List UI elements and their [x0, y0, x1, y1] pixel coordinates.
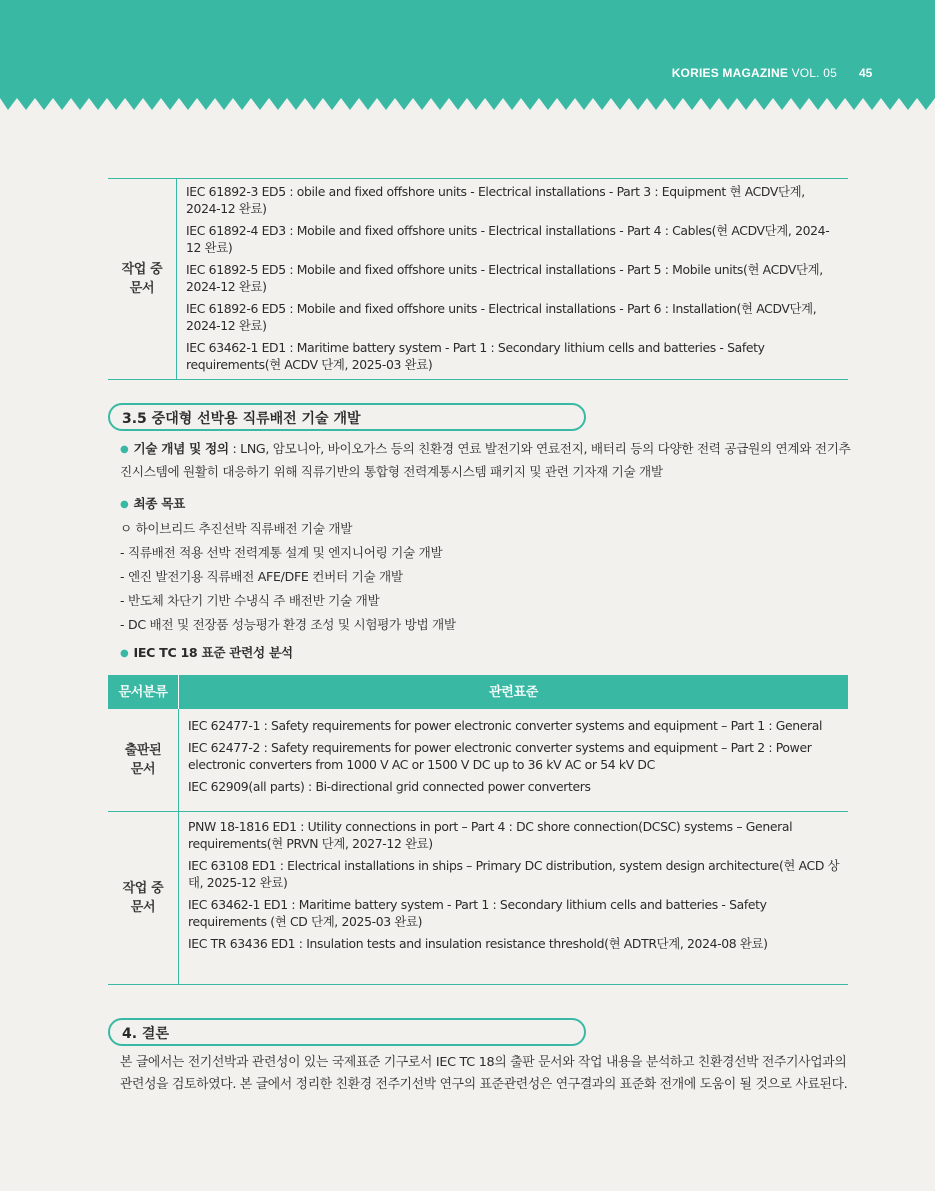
- standard-item: IEC 61892-5 ED5 : Mobile and fixed offshore units - Electrical installations - Part 5 : Mobile units(현 ACDV단계, 2024-12 완료): [186, 262, 823, 294]
- standard-item: IEC 61892-6 ED5 : Mobile and fixed offshore units - Electrical installations - Part 6 : Installation(현 ACDV단계, 2024-12 완료): [186, 301, 817, 333]
- goal-heading: [120, 493, 855, 516]
- iec-tc18-standards-table: [108, 675, 848, 985]
- standards-cell: [179, 709, 849, 812]
- standard-item: IEC 62477-1 : Safety requirements for power electronic converter systems and equipment – Part 1 : General: [188, 718, 823, 733]
- bullet-icon: ●: [120, 444, 129, 455]
- magazine-name: KORIES MAGAZINE: [671, 66, 789, 80]
- table-row: [108, 179, 848, 380]
- standard-item: IEC 63108 ED1 : Electrical installations in ships – Primary DC distribution, system design architecture(현 ACD 상태, 2025-12 완료): [188, 858, 840, 890]
- standards-cell: [179, 812, 849, 985]
- magazine-title: [672, 66, 837, 80]
- section-heading-3-5: [108, 403, 586, 431]
- bullet-icon: ●: [120, 499, 129, 510]
- column-header-category: 문서분류: [108, 675, 179, 709]
- concept-text: : LNG, 암모니아, 바이오가스 등의 친환경 연료 발전기와 연료전지, 배터리 등의 다양한 전력 공급원의 연계와 전기추진시스템에 원활히 대응하기 위해 직류기반의 통합형 전력계통시스템 패키지 및 관련 기자재 기술 개발: [120, 441, 851, 479]
- wip-documents-table-continued: [108, 178, 848, 380]
- bullet-icon: ●: [120, 648, 129, 659]
- magazine-volume: VOL. 05: [788, 66, 837, 80]
- page-number: 45: [859, 66, 873, 80]
- table-header-row: [108, 675, 848, 709]
- analysis-label: IEC TC 18 표준 관련성 분석: [133, 645, 293, 660]
- concept-paragraph: [120, 438, 855, 483]
- section-heading-4: [108, 1018, 586, 1046]
- goal-label: 최종 목표: [133, 496, 185, 511]
- category-cell: [108, 812, 179, 985]
- conclusion-paragraph: 본 글에서는 전기선박과 관련성이 있는 국제표준 기구로서 IEC TC 18의 출판 문서와 작업 내용을 분석하고 친환경선박 전주기사업과의 관련성을 검토하였다. 본 글에서 정리한 친환경 전주기선박 연구의 표준관련성은 연구결과의 표준화 전개에 도움이 될 것으로 사료된다.: [120, 1055, 848, 1092]
- standard-item: PNW 18-1816 ED1 : Utility connections in port – Part 4 : DC shore connection(DCSC) systems – General requirements(현 PRVN 단계, 2027-12 완료): [188, 819, 793, 851]
- analysis-heading: [120, 642, 855, 665]
- standard-item: IEC 63462-1 ED1 : Maritime battery system - Part 1 : Secondary lithium cells and batteries - Safety requirements(현 ACDV 단계, 2025-03 완료): [186, 340, 765, 372]
- standards-cell: [177, 179, 849, 380]
- category-label: 작업 중 문서: [122, 881, 164, 915]
- category-label: 작업 중 문서: [121, 262, 163, 296]
- goal-item: - 직류배전 적용 선박 전력계통 설계 및 엔지니어링 기술 개발: [120, 545, 443, 560]
- standard-item: IEC 62909(all parts) : Bi-directional grid connected power converters: [188, 779, 591, 794]
- table-row: [108, 812, 848, 985]
- header-zigzag-band: [0, 0, 935, 112]
- standard-item: IEC 62477-2 : Safety requirements for power electronic converter systems and equipment – Part 2 : Power electronic converters from 1000 V AC or 1500 V DC up to 36 kV AC or 54 kV DC: [188, 740, 812, 772]
- standard-item: IEC 61892-4 ED3 : Mobile and fixed offshore units - Electrical installations - Part 4 : Cables(현 ACDV단계, 2024-12 완료): [186, 223, 830, 255]
- concept-label: 기술 개념 및 정의: [133, 441, 229, 456]
- table-row: [108, 709, 848, 812]
- goal-item: - 엔진 발전기용 직류배전 AFE/DFE 컨버터 기술 개발: [120, 569, 403, 584]
- section-3-5-body: [120, 438, 855, 665]
- category-cell: [108, 179, 177, 380]
- section-title: 4. 결론: [122, 1026, 169, 1042]
- page-header: [0, 0, 935, 110]
- goal-main: ㅇ 하이브리드 추진선박 직류배전 기술 개발: [120, 521, 353, 536]
- column-header-standards: 관련표준: [179, 675, 849, 709]
- goal-item: - 반도체 차단기 기반 수냉식 주 배전반 기술 개발: [120, 593, 380, 608]
- section-title: 3.5 중대형 선박용 직류배전 기술 개발: [122, 411, 361, 427]
- goal-item: - DC 배전 및 전장품 성능평가 환경 조성 및 시험평가 방법 개발: [120, 617, 456, 632]
- category-cell: [108, 709, 179, 812]
- standard-item: IEC 61892-3 ED5 : obile and fixed offshore units - Electrical installations - Part 3 : Equipment 현 ACDV단계, 2024-12 완료): [186, 184, 805, 216]
- standard-item: IEC TR 63436 ED1 : Insulation tests and insulation resistance threshold(현 ADTR단계, 2024-08 완료): [188, 936, 768, 951]
- standard-item: IEC 63462-1 ED1 : Maritime battery system - Part 1 : Secondary lithium cells and batteries - Safety requirements (현 CD 단계, 2025-03 완료): [188, 897, 767, 929]
- category-label: 출판된 문서: [124, 743, 162, 777]
